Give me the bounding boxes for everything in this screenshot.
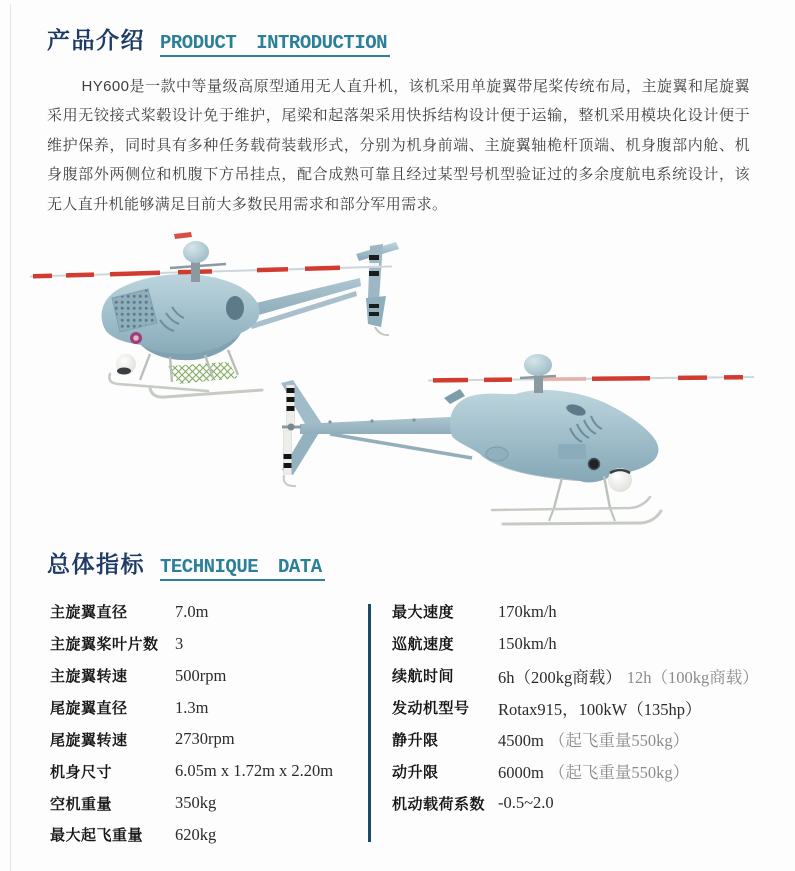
spec-row: [50, 723, 350, 755]
column-divider: [368, 604, 371, 842]
intro-section: [47, 22, 750, 219]
spec-value: 2730rpm: [175, 729, 235, 749]
spec-row: [50, 755, 350, 787]
spec-value: [498, 759, 689, 783]
spec-row: [50, 660, 350, 692]
spec-label: 空机重量: [50, 795, 113, 813]
spec-row: [50, 787, 350, 819]
spec-value: -0.5~2.0: [498, 793, 554, 813]
spec-label: 主旋翼桨叶片数: [50, 636, 159, 654]
spec-row: [392, 723, 750, 755]
spec-row: [392, 660, 759, 692]
tail-assembly: [281, 380, 472, 486]
spec-label: 主旋翼直径: [50, 604, 128, 622]
spec-row: [50, 628, 350, 660]
specs-title-en: TECHNIQUE DATA: [160, 556, 325, 581]
intro-paragraph: HY600是一款中等量级高原型通用无人直升机，该机采用单旋翼带尾桨传统布局，主旋翼和尾旋翼采用无铰接式桨毂设计免于维护，尾梁和起落架采用快拆结构设计便于运输，整机采用模块化设计便于维护保养，同时具有多种任务载荷装载形式，分别为机身前端、主旋翼轴桅杆顶端、机身腹部内舱、机身腹部外两侧位和机腹下方吊挂点，配合成熟可靠且经过某型号机型验证过的多余度航电系统设计，该无人直升机能够满足目前大多数民用需求和部分军用需求。: [47, 78, 750, 213]
spec-value: [498, 727, 689, 751]
intro-title-zh: 产品介绍: [47, 27, 145, 53]
spec-label: 巡航速度: [392, 636, 455, 654]
spec-label: 尾旋翼转速: [50, 731, 128, 749]
spec-value: 7.0m: [175, 601, 209, 621]
main-rotor: [30, 232, 392, 277]
spec-value-main: 6000m: [498, 763, 544, 783]
spec-value-secondary: （起飞重量550kg）: [548, 731, 690, 751]
spec-label: 动升限: [392, 763, 439, 781]
spec-label: 机动载荷系数: [392, 795, 486, 813]
spec-label: 主旋翼转速: [50, 668, 128, 686]
spec-value: 620kg: [175, 824, 217, 844]
landing-skids: [492, 476, 661, 524]
spec-value: [498, 664, 759, 688]
spec-row: [392, 755, 750, 787]
fuselage: [444, 389, 658, 492]
spec-label: 静升限: [392, 731, 439, 749]
spec-value: 1.3m: [175, 697, 209, 717]
helicopter-render-image: [0, 228, 795, 533]
intro-header: [47, 22, 750, 57]
specs-column-right: [392, 596, 759, 819]
helicopter-front-view: [30, 232, 399, 397]
spec-value: Rotax915，100kW（135hp）: [498, 699, 702, 719]
sensor-dome: [524, 354, 552, 393]
spec-value: 150km/h: [498, 633, 557, 653]
intro-title-en: PRODUCT INTRODUCTION: [160, 32, 390, 57]
spec-row: [392, 596, 750, 628]
helicopter-renders: [0, 228, 795, 533]
spec-label: 最大速度: [392, 604, 455, 622]
spec-value: 350kg: [175, 793, 217, 813]
spec-row: [50, 819, 350, 851]
spec-label: 发动机型号: [392, 700, 470, 717]
helicopter-side-view: [281, 354, 754, 524]
spec-value-secondary: （起飞重量550kg）: [548, 763, 690, 783]
spec-value: 6.05m x 1.72m x 2.20m: [175, 761, 334, 781]
main-rotor: [428, 376, 754, 381]
spec-label: 尾旋翼直径: [50, 700, 128, 717]
specs-title-zh: 总体指标: [47, 551, 145, 577]
spec-label: 最大起飞重量: [50, 827, 144, 845]
specs-header: [47, 546, 750, 581]
spec-value: 170km/h: [498, 601, 557, 621]
specs-column-left: [50, 596, 350, 851]
spec-label: 机身尺寸: [50, 763, 113, 781]
spec-row: [392, 787, 750, 819]
spec-value-main: 4500m: [498, 731, 544, 751]
spec-row: [392, 692, 750, 724]
spec-value-main: 6h（200kg商载）: [498, 667, 622, 687]
spec-row: [50, 692, 350, 724]
spec-row: [50, 596, 350, 628]
specs-section: [47, 546, 759, 845]
tail-assembly: [250, 242, 399, 335]
spec-value: 500rpm: [175, 665, 227, 685]
spec-label: 续航时间: [392, 668, 455, 686]
spec-value: 3: [175, 633, 184, 653]
spec-value-secondary: 12h（100kg商载）: [626, 667, 759, 687]
spec-row: [392, 628, 750, 660]
